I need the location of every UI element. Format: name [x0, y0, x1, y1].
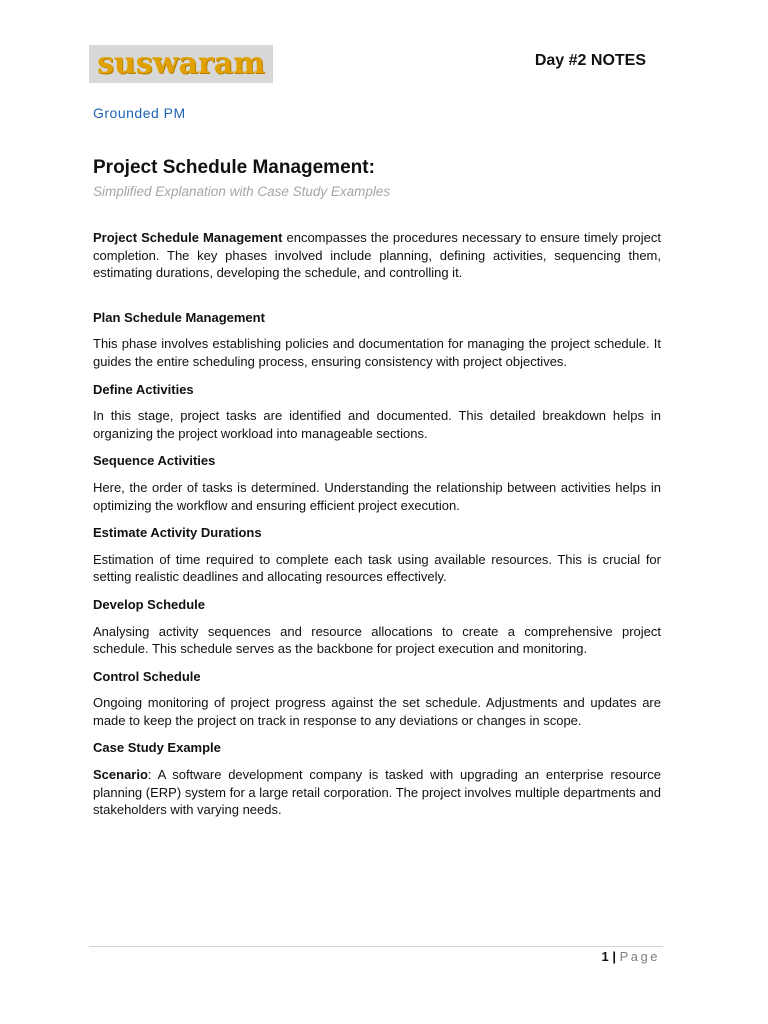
- section-body-sequence: Here, the order of tasks is determined. Understanding the relationship between activities helps in optimizing the workflow and ensuring efficient project execution.: [93, 479, 661, 513]
- document-body: [93, 229, 661, 819]
- section-body-define: In this stage, project tasks are identified and documented. This detailed breakdown helps in organizing the project workload into manageable sections.: [93, 408, 661, 441]
- section-body-estimate: Estimation of time required to complete each task using available resources. This is crucial for setting realistic deadlines and allocating resources effectively.: [93, 551, 661, 585]
- page-separator: |: [608, 949, 620, 964]
- section-body-plan: This phase involves establishing policies and documentation for managing the project schedule. It guides the entire scheduling process, ensuring consistency with project objectives.: [93, 336, 661, 369]
- day-notes-label: Day #2 NOTES: [534, 52, 646, 69]
- page-subtitle: Simplified Explanation with Case Study Examples: [93, 184, 391, 199]
- intro-bold-term: Project Schedule Management: [93, 230, 283, 245]
- case-study-heading: Case Study Example: [93, 740, 221, 756]
- section-heading-control: Control Schedule: [93, 668, 201, 684]
- section-heading-develop: Develop Schedule: [93, 596, 205, 612]
- page-number: 1: [601, 949, 609, 964]
- section-heading-estimate: Estimate Activity Durations: [93, 525, 262, 541]
- section-body-control: Ongoing monitoring of project progress against the set schedule. Adjustments and updates are made to keep the project on track in response to any deviations or changes in scope.: [93, 695, 661, 728]
- case-study-paragraph: [93, 766, 661, 819]
- suswaram-logo: [89, 45, 273, 83]
- section-heading-sequence: Sequence Activities: [93, 453, 216, 469]
- tagline: Grounded PM: [93, 105, 186, 121]
- logo-text: suswaram: [97, 46, 265, 81]
- page-title: Project Schedule Management:: [93, 157, 375, 178]
- footer-divider: [89, 946, 663, 947]
- section-heading-plan: Plan Schedule Management: [93, 309, 265, 325]
- section-heading-define: Define Activities: [93, 381, 194, 397]
- page-footer: [602, 949, 660, 964]
- intro-paragraph: [93, 229, 661, 282]
- scenario-text: : A software development company is tasked with upgrading an enterprise resource planning (ERP) system for a large retail corporation. The project involves multiple departments and stakeholders with varying needs.: [93, 767, 661, 818]
- section-body-develop: Analysing activity sequences and resource allocations to create a comprehensive project schedule. This schedule serves as the backbone for project execution and monitoring.: [93, 623, 661, 657]
- page-label: Page: [619, 949, 660, 964]
- intro-text: encompasses the procedures necessary to ensure timely project completion. The key phases involved include planning, defining activities, sequencing them, estimating durations, developing the schedule, and controlling it.: [93, 230, 661, 281]
- scenario-label: Scenario: [93, 767, 148, 783]
